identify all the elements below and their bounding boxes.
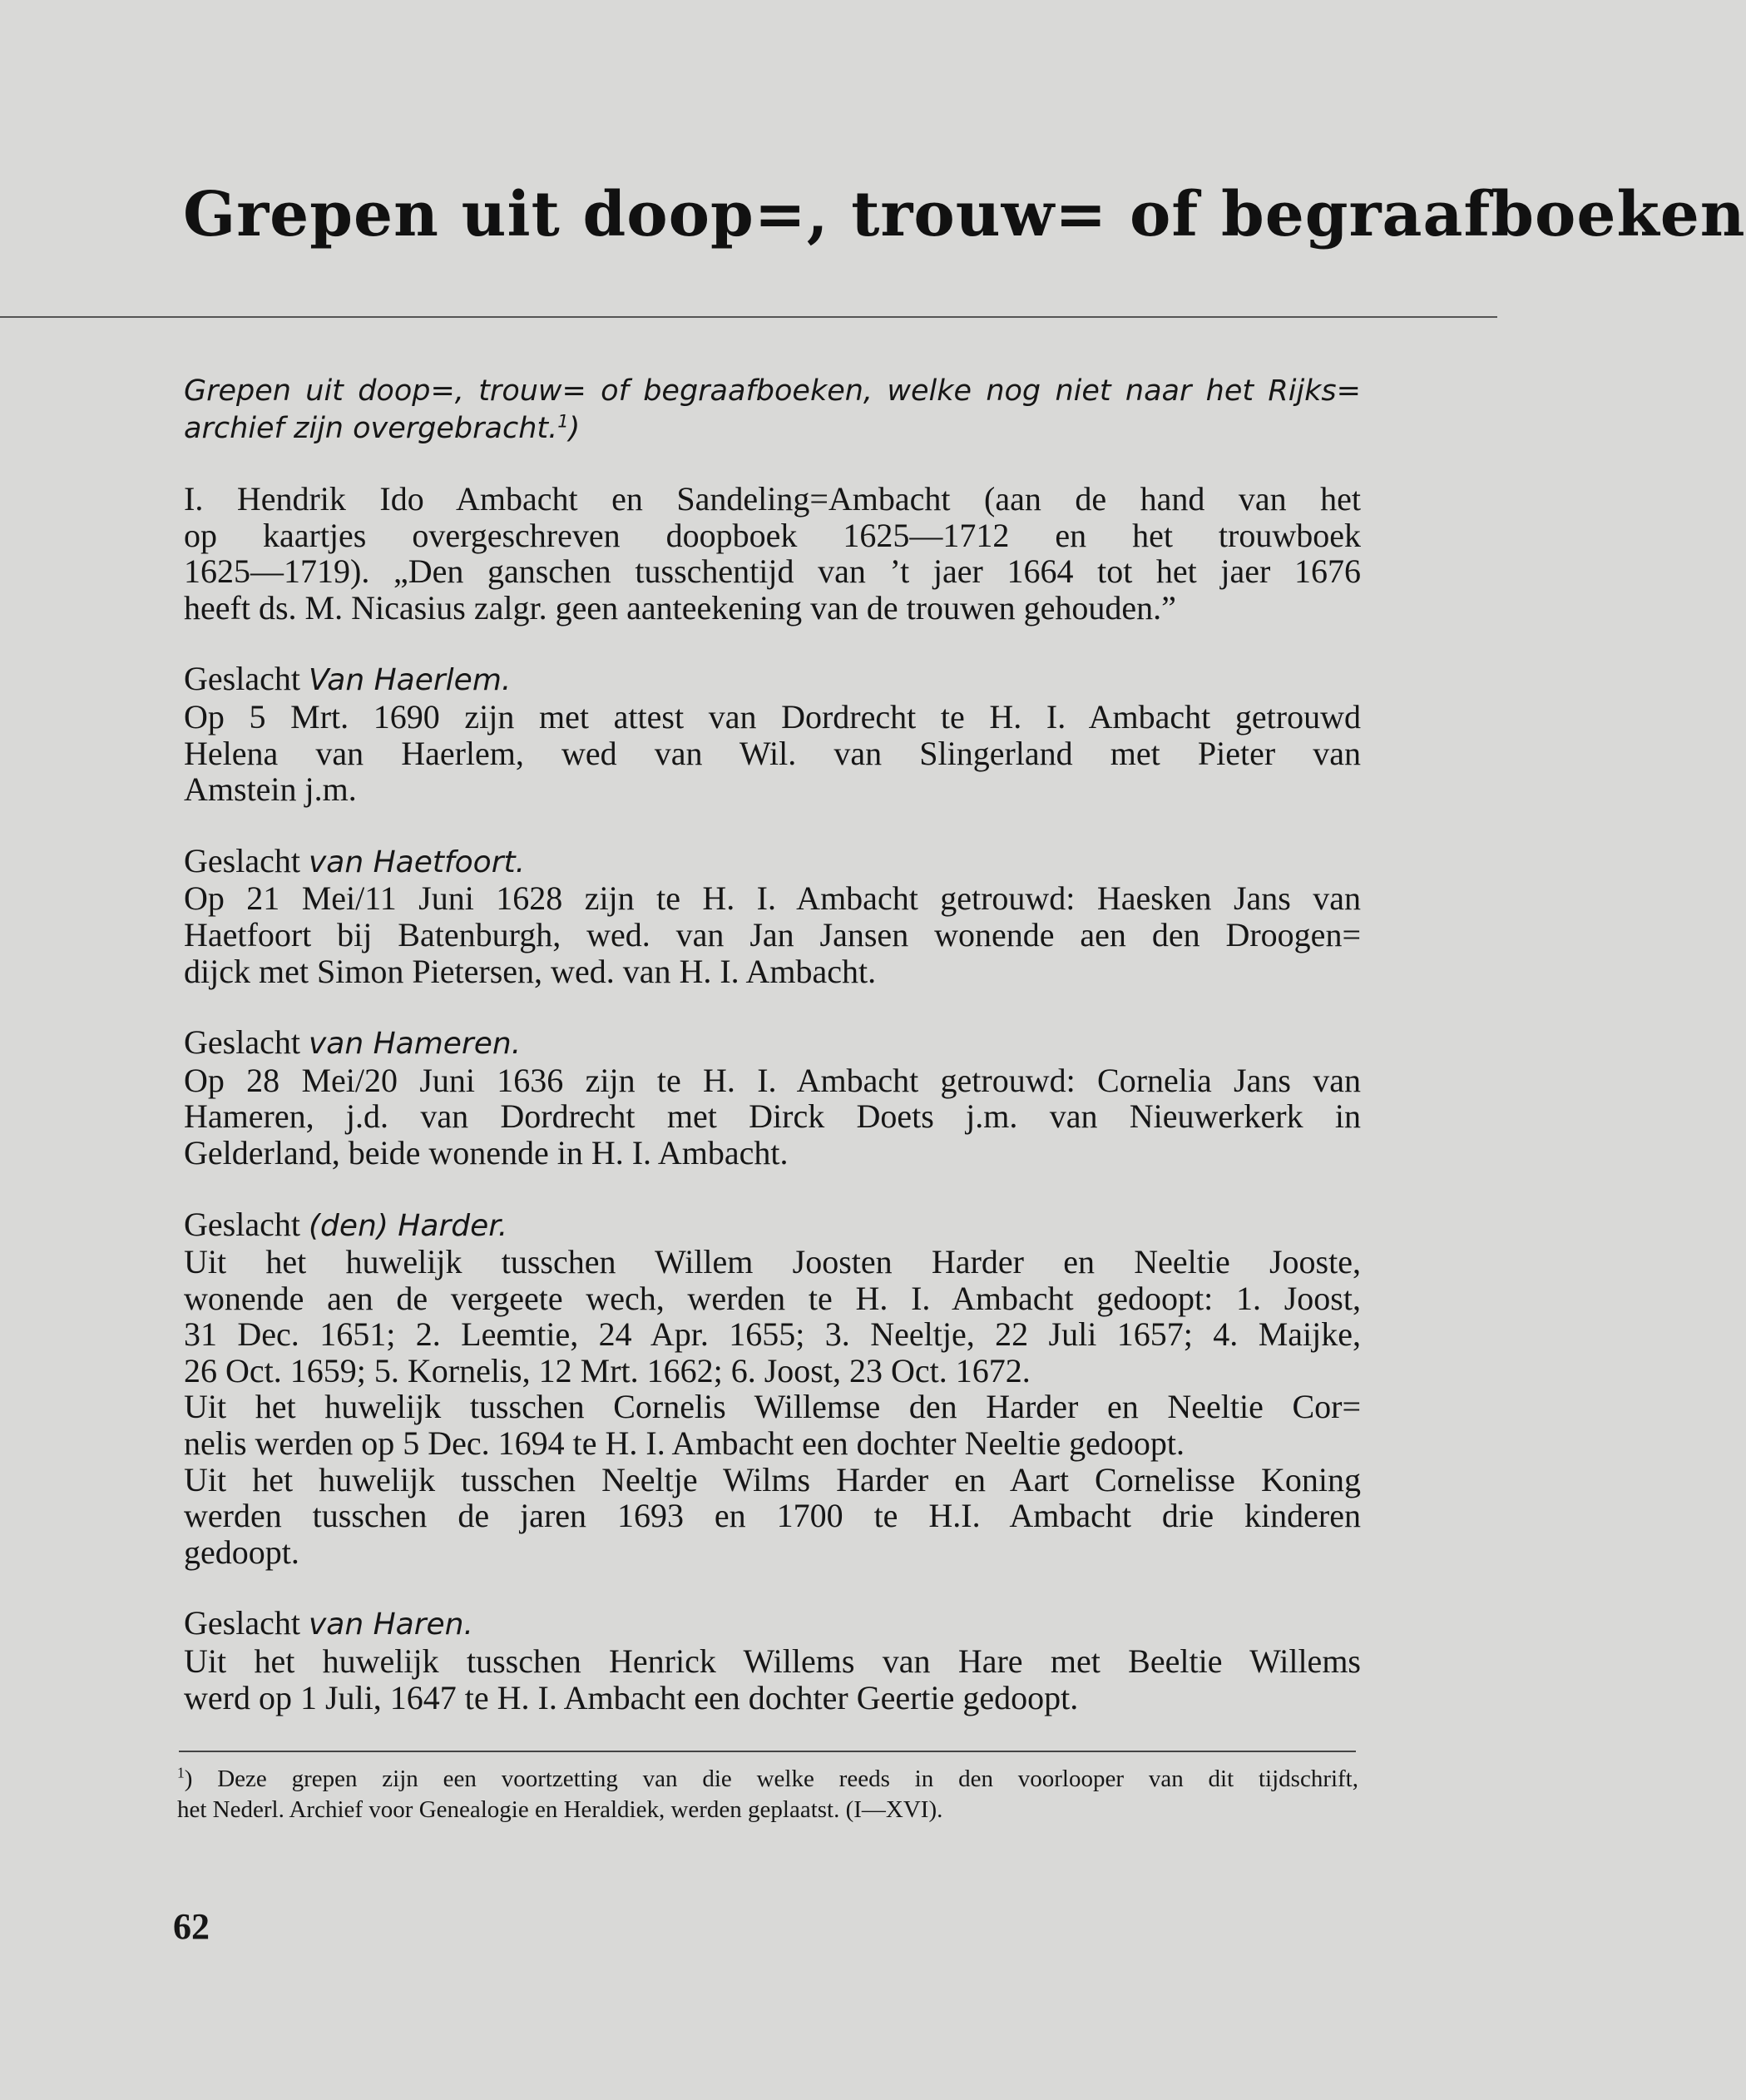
title-divider [0, 316, 1497, 318]
family-line: Uit het huwelijk tusschen Neeltje Wilms Harder en Aart Cornelisse Koning [184, 1460, 1361, 1498]
intro-line: archief zijn overgebracht.$^1$) [184, 411, 581, 445]
family-line: Gelderland, beide wonende in H. I. Ambacht. [184, 1133, 789, 1171]
page-title: Grepen uit doop=, trouw= of begraafboeken [183, 179, 1746, 250]
section-hendrik-ido-ambacht [184, 481, 1361, 626]
family-heading: Geslacht van Haetfoort. [184, 841, 526, 879]
family-van-hameren [184, 1024, 1361, 1171]
family-line: Uit het huwelijk tusschen Henrick Willems van Hare met Beeltie Willems [184, 1642, 1361, 1681]
family-line: Uit het huwelijk tusschen Willem Joosten Harder en Neeltie Jooste, [184, 1243, 1361, 1281]
family-line: Helena van Haerlem, wed van Wil. van Slingerland met Pieter van [184, 734, 1361, 772]
family-name: (den) Harder. [308, 1208, 508, 1243]
family-line: gedoopt. [184, 1533, 299, 1571]
section-line: I. Hendrik Ido Ambacht en Sandeling=Ambacht (aan de hand van het [184, 480, 1361, 518]
family-line: Op 5 Mrt. 1690 zijn met attest van Dordrecht te H. I. Ambacht getrouwd [184, 697, 1361, 735]
family-heading: Geslacht (den) Harder. [184, 1205, 508, 1243]
family-line: Amstein j.m. [184, 770, 357, 809]
family-van-haren [184, 1605, 1361, 1716]
family-van-haetfoort [184, 843, 1361, 989]
section-line: 1625—1719). „Den ganschen tusschentijd van ’t jaer 1664 tot het jaer 1676 [184, 552, 1361, 591]
family-heading: Geslacht van Haren. [184, 1604, 473, 1642]
footnote-line: $^1$) Deze grepen zijn een voortzetting van die welke reeds in den voorlooper van dit tijdschrift, [177, 1764, 1358, 1792]
family-line: nelis werden op 5 Dec. 1694 te H. I. Ambacht een dochter Neeltie gedoopt. [184, 1424, 1185, 1463]
family-van-haerlem [184, 661, 1361, 807]
footnote-marker: 1 [177, 1764, 185, 1781]
family-den-harder [184, 1206, 1361, 1571]
family-line: dijck met Simon Pietersen, wed. van H. I. Ambacht. [184, 952, 877, 990]
family-heading: Geslacht Van Haerlem. [184, 660, 512, 698]
intro-paragraph [184, 373, 1361, 448]
family-line: Hameren, j.d. van Dordrecht met Dirck Doets j.m. van Nieuwerkerk in [184, 1097, 1361, 1136]
family-line: Haetfoort bij Batenburgh, wed. van Jan Jansen wonende aen den Droogen= [184, 915, 1361, 953]
family-name: van Haetfoort. [308, 844, 526, 879]
intro-line: Grepen uit doop=, trouw= of begraafboeken, welke nog niet naar het Rijks= [184, 374, 1361, 408]
family-line: wonende aen de vergeete wech, werden te H. I. Ambacht gedoopt: 1. Joost, [184, 1279, 1361, 1317]
footnote [177, 1764, 1358, 1825]
family-line: 26 Oct. 1659; 5. Kornelis, 12 Mrt. 1662; 6. Joost, 23 Oct. 1672. [184, 1351, 1031, 1389]
family-name: van Hameren. [308, 1027, 522, 1062]
family-line: 31 Dec. 1651; 2. Leemtie, 24 Apr. 1655; 3. Neeltje, 22 Juli 1657; 4. Maijke, [184, 1315, 1361, 1354]
article-body [184, 373, 1361, 1751]
family-name: Van Haerlem. [308, 663, 512, 698]
family-line: Op 28 Mei/20 Juni 1636 zijn te H. I. Ambacht getrouwd: Cornelia Jans van [184, 1061, 1361, 1099]
footnote-line: het Nederl. Archief voor Genealogie en Heraldiek, werden geplaatst. (I—XVI). [177, 1796, 943, 1823]
family-line: Uit het huwelijk tusschen Cornelis Willemse den Harder en Neeltie Cor= [184, 1388, 1361, 1426]
family-line: werd op 1 Juli, 1647 te H. I. Ambacht een dochter Geertie gedoopt. [184, 1678, 1079, 1716]
family-name: van Haren. [308, 1607, 473, 1642]
family-line: Op 21 Mei/11 Juni 1628 zijn te H. I. Ambacht getrouwd: Haesken Jans van [184, 879, 1361, 918]
family-line: werden tusschen de jaren 1693 en 1700 te H.I. Ambacht drie kinderen [184, 1497, 1361, 1535]
page-number: 62 [173, 1906, 210, 1947]
section-line: op kaartjes overgeschreven doopboek 1625—1712 en het trouwboek [184, 516, 1361, 554]
section-line: heeft ds. M. Nicasius zalgr. geen aanteekening van de trouwen gehouden.” [184, 588, 1176, 627]
family-heading: Geslacht van Hameren. [184, 1023, 522, 1062]
footnote-ref[interactable]: 1 [557, 411, 569, 432]
footnote-divider [179, 1751, 1356, 1752]
